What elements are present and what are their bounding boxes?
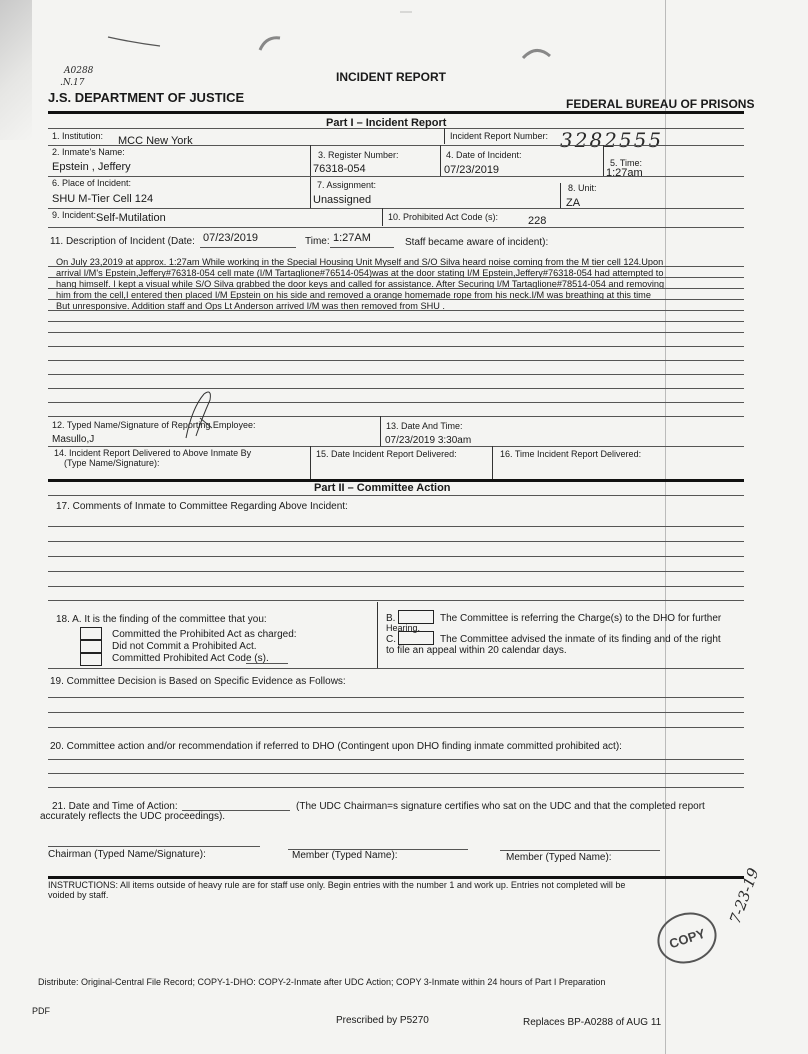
- distribute: Distribute: Original-Central File Record; COPY-1-DHO: COPY-2-Inmate after UDC Action; COPY 3-Inmate within 24 hours of Part I Preparation: [38, 977, 606, 987]
- institution-value[interactable]: MCC New York: [118, 135, 193, 147]
- finding-option-3: Committed Prohibited Act Code (s).: [112, 653, 269, 664]
- replaces: Replaces BP-A0288 of AUG 11: [523, 1017, 662, 1028]
- register-label: 3. Register Number:: [318, 150, 399, 160]
- code-label: 10. Prohibited Act Code (s):: [388, 212, 499, 222]
- delivered-by-label: 14. Incident Report Delivered to Above Inmate By: [54, 448, 252, 458]
- place-value[interactable]: SHU M-Tier Cell 124: [52, 193, 154, 205]
- description-line: him from the cell,I entered then placed I/M Epstein on his side and removed a orange homemade rope from his neck.I/M was breathing at this time: [56, 290, 651, 300]
- finding-label: 18. A. It is the finding of the committee that you:: [56, 614, 267, 625]
- date-delivered-label: 15. Date Incident Report Delivered:: [316, 449, 457, 459]
- code-value[interactable]: 228: [528, 215, 547, 227]
- part2-heading: Part II – Committee Action: [314, 482, 451, 494]
- member1-label: Member (Typed Name):: [292, 850, 398, 861]
- desc-time-label: Time:: [305, 236, 330, 247]
- finding-checkbox-not-committed[interactable]: [80, 640, 102, 653]
- finding-checkbox-code[interactable]: [80, 653, 102, 666]
- report-number-value[interactable]: 3282555: [560, 128, 664, 152]
- incident-label: 9. Incident:: [52, 210, 97, 220]
- unit-label: 8. Unit:: [568, 183, 597, 193]
- date-action-text: (The UDC Chairman=s signature certifies who sat on the UDC and that the completed report: [296, 801, 705, 812]
- description-line: On July 23,2019 at approx. 1:27am While working in the Special Housing Unit Myself and S/O Silva heard noise coming from the M tier cell 124.Upon: [56, 257, 664, 267]
- option-c-cont: to file an appeal within 20 calendar days.: [386, 645, 567, 656]
- chairman-label: Chairman (Typed Name/Signature):: [48, 849, 206, 860]
- prescribed: Prescribed by P5270: [336, 1015, 429, 1026]
- option-c-letter: C.: [386, 634, 396, 645]
- option-b-checkbox[interactable]: [398, 610, 434, 624]
- assignment-label: 7. Assignment:: [317, 180, 377, 190]
- reporter-value[interactable]: Masullo,J: [52, 434, 95, 445]
- date-label: 4. Date of Incident:: [446, 150, 522, 160]
- finding-checkbox-committed[interactable]: [80, 627, 102, 640]
- pdf-label: PDF: [32, 1006, 50, 1016]
- reporter-label: 12. Typed Name/Signature of Reporting Employee:: [52, 420, 256, 430]
- datetime-value[interactable]: 07/23/2019 3:30am: [385, 435, 472, 446]
- finding-option-2: Did not Commit a Prohibited Act.: [112, 641, 257, 652]
- datetime-label: 13. Date And Time:: [386, 421, 463, 431]
- page-title: INCIDENT REPORT: [336, 70, 447, 84]
- option-b-cont: Hearing.: [386, 623, 421, 633]
- delivered-by-label-2: (Type Name/Signature):: [64, 458, 160, 468]
- option-c-text: The Committee advised the inmate of its finding and of the right: [440, 634, 721, 645]
- incident-value[interactable]: Self-Mutilation: [96, 212, 166, 224]
- option-b-letter: B.: [386, 613, 396, 624]
- description-line: But unresponsive. Addition staff and Ops Lt Anderson arrived I/M was then removed from SHU .: [56, 301, 445, 311]
- inmate-name-label: 2. Inmate's Name:: [52, 147, 125, 157]
- unit-value[interactable]: ZA: [566, 197, 581, 209]
- action-label: 20. Committee action and/or recommendation if referred to DHO (Contingent upon DHO finding inmate committed prohibited act):: [50, 741, 622, 752]
- instructions: INSTRUCTIONS: All items outside of heavy rule are for staff use only. Begin entries with the number 1 and work up. Entries not completed will be: [48, 880, 626, 890]
- department: J.S. DEPARTMENT OF JUSTICE: [48, 90, 245, 105]
- desc-time[interactable]: 1:27AM: [333, 232, 371, 244]
- time-value[interactable]: 1:27am: [606, 167, 643, 179]
- assignment-value[interactable]: Unassigned: [313, 194, 372, 206]
- comments-label: 17. Comments of Inmate to Committee Regarding Above Incident:: [56, 501, 348, 512]
- instructions-cont: voided by staff.: [48, 890, 109, 900]
- form-code: A0288: [64, 66, 94, 76]
- description-line: arrival I/M's Epstein,Jeffery#76318-054 cell mate (I/M Tartaglione#76514-054)was at the door stating I/M Epstein,Jeffery#76318-054 had attempted to: [56, 268, 664, 278]
- desc-aware: Staff became aware of incident):: [405, 237, 549, 248]
- bureau: FEDERAL BUREAU OF PRISONS: [566, 97, 755, 111]
- finding-option-1: Committed the Prohibited Act as charged:: [112, 629, 297, 640]
- heavy-rule-bottom: [48, 876, 744, 879]
- register-value[interactable]: 76318-054: [313, 163, 366, 175]
- part1-heading: Part I – Incident Report: [326, 117, 447, 129]
- stamp-date: 7-23-19: [726, 865, 763, 927]
- decision-label: 19. Committee Decision is Based on Specific Evidence as Follows:: [50, 676, 346, 687]
- date-action-label: 21. Date and Time of Action:: [52, 801, 178, 812]
- desc-label: 11. Description of Incident (Date:: [50, 236, 195, 247]
- inmate-name-value[interactable]: Epstein , Jeffery: [52, 161, 131, 173]
- place-label: 6. Place of Incident:: [52, 178, 132, 188]
- time-label: 5. Time:: [610, 158, 643, 168]
- institution-label: 1. Institution:: [52, 131, 104, 141]
- option-c-checkbox[interactable]: [398, 631, 434, 645]
- description-line: hang himself. I kept a visual while S/O Silva grabbed the door keys and called for assistance. After Securing I/M Tartaglione#78514-054 and removing: [56, 279, 665, 289]
- date-action-cont: accurately reflects the UDC proceedings).: [40, 811, 226, 822]
- member2-label: Member (Typed Name):: [506, 852, 612, 863]
- option-b-text: The Committee is referring the Charge(s) to the DHO for further: [440, 613, 722, 624]
- copy-stamp: COPY: [651, 905, 724, 971]
- date-value[interactable]: 07/23/2019: [444, 164, 500, 176]
- report-number-label: Incident Report Number:: [450, 131, 549, 141]
- heavy-rule-top: [48, 111, 744, 114]
- desc-date[interactable]: 07/23/2019: [203, 232, 259, 244]
- reporter-signature: [182, 388, 222, 444]
- time-delivered-label: 16. Time Incident Report Delivered:: [500, 449, 642, 459]
- form-code-sub: .N.17: [60, 78, 85, 88]
